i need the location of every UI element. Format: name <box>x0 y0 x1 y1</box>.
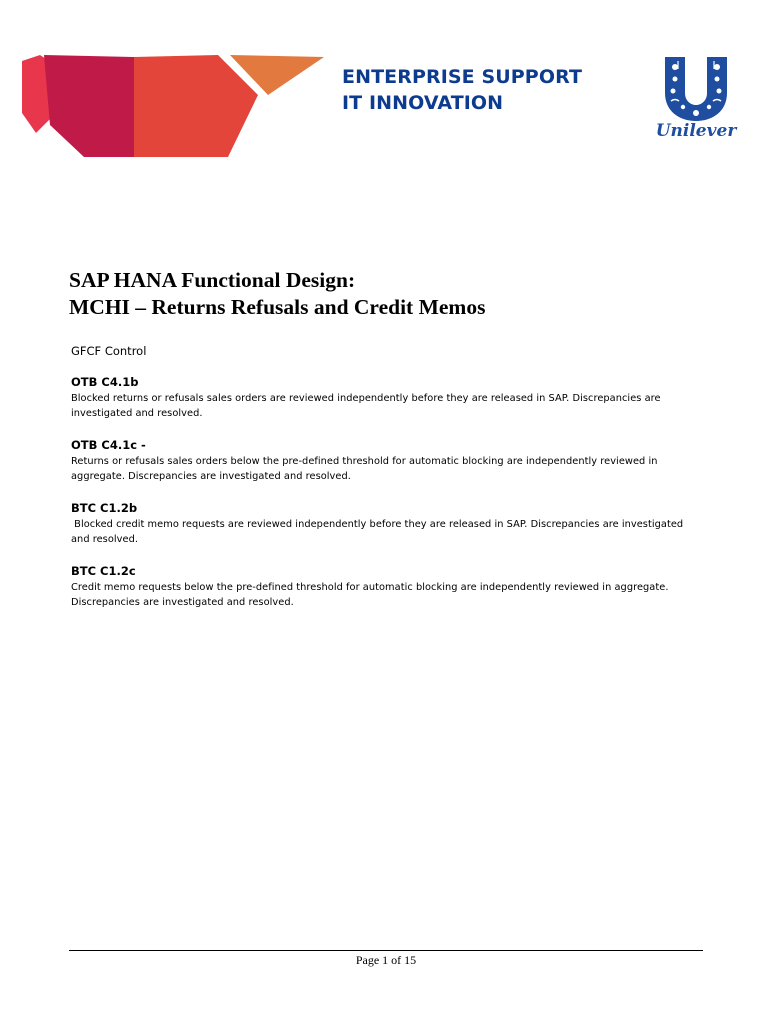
banner-graphic <box>22 55 326 157</box>
footer-divider <box>69 950 703 951</box>
document-title <box>69 267 709 321</box>
banner-shape-crimson <box>44 55 134 157</box>
unilever-logo <box>651 55 741 150</box>
document-body <box>71 344 696 627</box>
control-code: BTC C1.2b <box>71 501 138 515</box>
section-heading: GFCF Control <box>71 344 147 358</box>
banner-line-1: ENTERPRISE SUPPORT <box>342 66 583 88</box>
unilever-wordmark: Unilever <box>655 121 737 141</box>
control-item <box>71 375 696 421</box>
unilever-u-emblem-icon <box>651 55 741 121</box>
document-title-line-2: MCHI – Returns Refusals and Credit Memos <box>69 295 486 319</box>
banner-title <box>342 64 582 116</box>
control-code: OTB C4.1c - <box>71 438 146 452</box>
control-item <box>71 564 696 610</box>
page-number: Page 1 of 15 <box>355 953 417 967</box>
banner-shape-red <box>134 55 258 157</box>
control-code: BTC C1.2c <box>71 564 136 578</box>
banner-line-2: IT INNOVATION <box>342 92 504 114</box>
control-item <box>71 501 696 547</box>
control-description: Returns or refusals sales orders below the pre-defined threshold for automatic blocking are independently reviewed in aggregate. Discrepancies are investigated and resolved. <box>71 456 658 482</box>
document-header <box>0 0 768 160</box>
control-description: Credit memo requests below the pre-defined threshold for automatic blocking are independently reviewed in aggregate. Discrepancies are investigated and resolved. <box>71 582 669 608</box>
document-title-line-1: SAP HANA Functional Design: <box>69 268 356 292</box>
control-code: OTB C4.1b <box>71 375 139 389</box>
control-description: Blocked returns or refusals sales orders are reviewed independently before they are released in SAP. Discrepancies are investigated and resolved. <box>71 393 661 419</box>
control-description: Blocked credit memo requests are reviewed independently before they are released in SAP. Discrepancies are investigated and resolved. <box>71 519 687 545</box>
control-item <box>71 438 696 484</box>
